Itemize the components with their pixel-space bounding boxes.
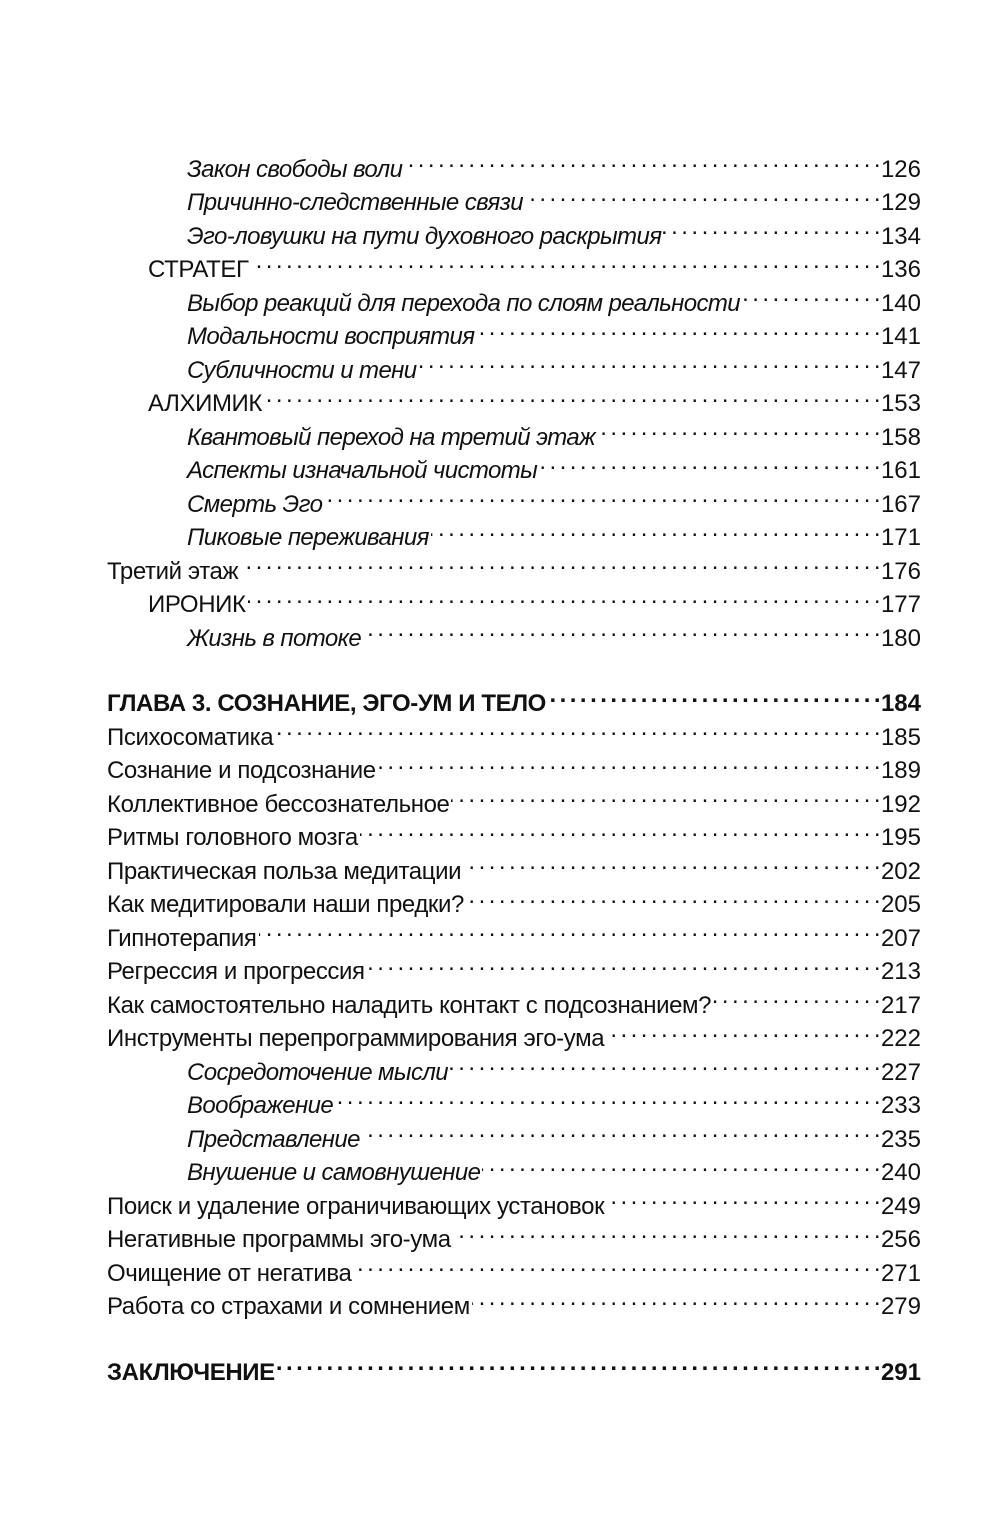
toc-chapter-heading xyxy=(107,1346,921,1386)
toc-entry-title: ГЛАВА 3. СОЗНАНИЕ, ЭГО-УМ И ТЕЛО xyxy=(107,690,546,717)
toc-entry-page: 249 xyxy=(880,1192,921,1220)
toc-entry-title: Очищение от негатива xyxy=(107,1259,352,1287)
dot-leader xyxy=(240,545,879,579)
dot-leader xyxy=(548,678,879,712)
dot-leader xyxy=(378,745,879,779)
toc-entry-title: Эго-ловушки на пути духовного раскрытия xyxy=(187,222,662,250)
dot-leader xyxy=(419,344,879,378)
dot-leader xyxy=(404,143,879,177)
toc-entry-title: Сосредоточение мысли xyxy=(187,1058,449,1086)
toc-entry-page: 271 xyxy=(880,1259,921,1287)
toc-entry-page: 202 xyxy=(880,857,921,885)
dot-leader xyxy=(277,1346,879,1380)
toc-entry-title: Воображение xyxy=(187,1092,334,1119)
toc-entry-page: 256 xyxy=(880,1226,921,1253)
toc-entry-page: 176 xyxy=(880,557,921,585)
table-of-contents xyxy=(107,143,921,1386)
toc-entry-title: Как медитировали наши предки? xyxy=(107,891,464,918)
toc-entry-page: 161 xyxy=(880,457,921,484)
toc-entry-title: Субличности и тени xyxy=(187,356,417,384)
dot-leader xyxy=(663,210,879,244)
dot-leader xyxy=(259,912,879,946)
toc-chapter-heading xyxy=(107,678,921,717)
toc-entry-title: Пиковые переживания xyxy=(187,524,429,551)
toc-entry-page: 279 xyxy=(880,1293,921,1320)
toc-entry-title: Причинно-следственные связи xyxy=(187,189,524,216)
dot-leader xyxy=(363,612,879,646)
toc-entry-title: Поиск и удаление ограничивающих установок xyxy=(107,1192,605,1220)
toc-entry-page: 153 xyxy=(880,390,921,417)
toc-entry-page: 141 xyxy=(880,323,921,350)
toc-entry-page: 291 xyxy=(880,1358,921,1386)
toc-entry-page: 240 xyxy=(880,1159,921,1186)
dot-leader xyxy=(525,177,879,211)
dot-leader xyxy=(606,1180,879,1214)
toc-entry xyxy=(107,143,921,183)
toc-entry-title: Жизнь в потоке xyxy=(187,624,362,652)
dot-leader xyxy=(367,946,879,980)
toc-entry-title: Выбор реакций для перехода по слоям реальности xyxy=(187,289,741,317)
dot-leader xyxy=(453,1214,879,1248)
toc-entry-page: 177 xyxy=(880,591,921,618)
toc-entry-title: Аспекты изначальной чистоты xyxy=(187,457,538,484)
toc-entry-page: 205 xyxy=(880,891,921,918)
toc-entry-title: Негативные программы эго-ума xyxy=(107,1226,451,1253)
dot-leader xyxy=(463,845,879,879)
toc-entry-title: Смерть Эго xyxy=(187,490,323,518)
dot-leader xyxy=(248,579,879,613)
toc-entry-title: Ритмы головного мозга xyxy=(107,824,358,851)
toc-entry-page: 158 xyxy=(880,423,921,451)
dot-leader xyxy=(539,445,879,479)
toc-entry-page: 129 xyxy=(880,189,921,216)
toc-entry-page: 140 xyxy=(880,289,921,317)
toc-entry-title: Модальности восприятия xyxy=(187,323,475,350)
toc-entry-title: Квантовый переход на третий этаж xyxy=(187,423,596,451)
toc-entry-page: 184 xyxy=(880,690,921,717)
toc-entry-title: Коллективное бессознательное xyxy=(107,790,450,818)
toc-entry-title: Инструменты перепрограммирования эго-ума xyxy=(107,1025,605,1052)
toc-entry-title: Работа со страхами и сомнением xyxy=(107,1293,470,1320)
toc-entry-page: 171 xyxy=(880,524,921,551)
toc-entry-page: 195 xyxy=(880,824,921,851)
toc-entry-page: 207 xyxy=(880,924,921,952)
toc-entry-page: 180 xyxy=(880,624,921,652)
dot-leader xyxy=(353,1247,879,1281)
dot-leader xyxy=(251,244,879,278)
dot-leader xyxy=(450,1046,879,1080)
dot-leader xyxy=(360,812,879,846)
toc-entry-title: ЗАКЛЮЧЕНИЕ xyxy=(107,1358,275,1386)
toc-entry-title: Как самостоятельно наладить контакт с подсознанием? xyxy=(107,991,712,1019)
dot-leader xyxy=(264,378,879,412)
toc-entry-title: СТРАТЕГ xyxy=(148,256,249,283)
toc-entry-title: Третий этаж xyxy=(107,557,239,585)
dot-leader xyxy=(451,778,878,812)
toc-entry-page: 213 xyxy=(880,958,921,985)
toc-entry-title: Представление xyxy=(187,1125,360,1153)
toc-entry-title: Сознание и подсознание xyxy=(107,757,376,784)
toc-entry-page: 126 xyxy=(880,155,921,183)
dot-leader xyxy=(482,1147,879,1181)
toc-entry-page: 167 xyxy=(880,490,921,518)
toc-entry-title: Психосоматика xyxy=(107,723,274,751)
toc-entry-title: Практическая польза медитации xyxy=(107,857,462,885)
toc-entry-title: Регрессия и прогрессия xyxy=(107,958,365,985)
toc-entry-page: 185 xyxy=(880,723,921,751)
toc-entry-page: 134 xyxy=(880,222,921,250)
dot-leader xyxy=(472,1281,879,1315)
dot-leader xyxy=(362,1113,879,1147)
toc-entry-title: Внушение и самовнушение xyxy=(187,1159,481,1186)
dot-leader xyxy=(606,1013,879,1047)
toc-entry-page: 189 xyxy=(880,757,921,784)
dot-leader xyxy=(476,311,879,345)
toc-entry-page: 136 xyxy=(880,256,921,283)
toc-entry-page: 227 xyxy=(880,1058,921,1086)
dot-leader xyxy=(335,1080,879,1114)
dot-leader xyxy=(431,512,879,546)
dot-leader xyxy=(466,879,879,913)
dot-leader xyxy=(275,711,879,745)
toc-entry-title: ИРОНИК xyxy=(148,591,246,618)
toc-entry-page: 192 xyxy=(880,790,921,818)
toc-entry-page: 222 xyxy=(880,1025,921,1052)
toc-entry-title: Гипнотерапия xyxy=(107,924,257,952)
toc-entry-page: 235 xyxy=(880,1125,921,1153)
dot-leader xyxy=(713,979,879,1013)
toc-entry-page: 217 xyxy=(880,991,921,1019)
toc-entry-page: 147 xyxy=(880,356,921,384)
dot-leader xyxy=(597,411,879,445)
dot-leader xyxy=(742,277,879,311)
toc-entry-page: 233 xyxy=(880,1092,921,1119)
toc-entry-title: Закон свободы воли xyxy=(187,155,403,183)
toc-entry-title: АЛХИМИК xyxy=(148,390,262,417)
dot-leader xyxy=(324,478,879,512)
